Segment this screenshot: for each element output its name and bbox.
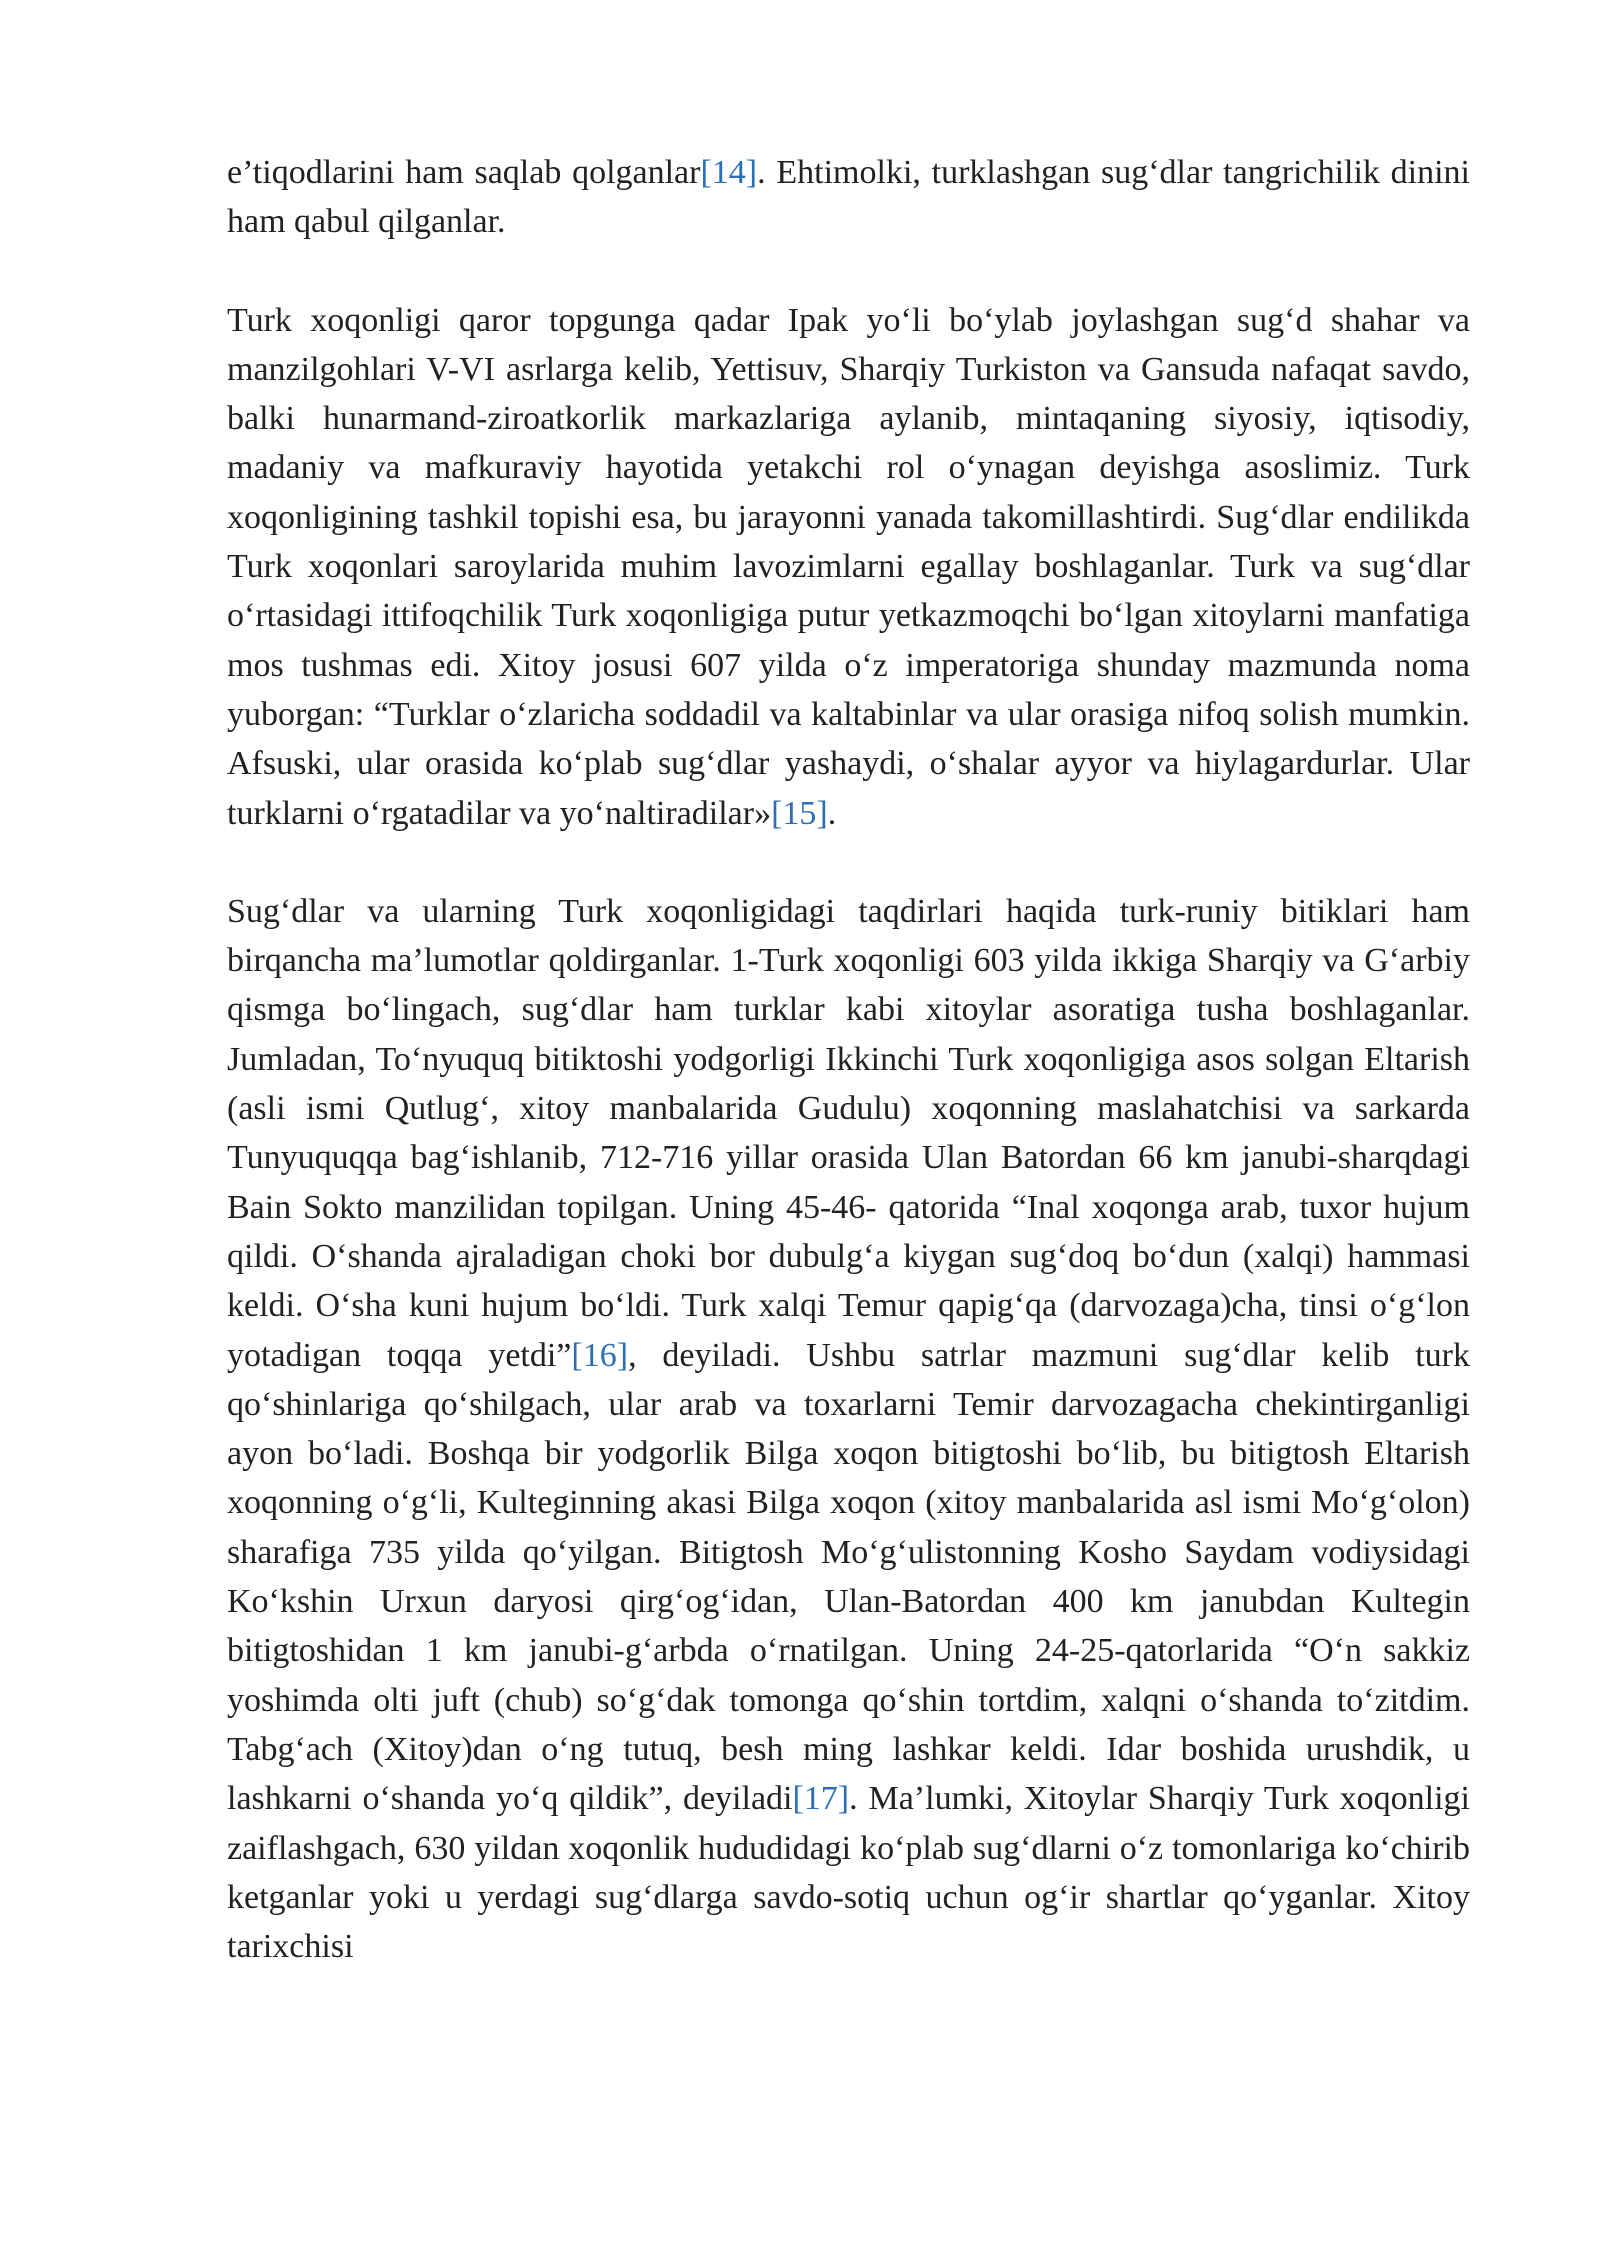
paragraph-text: Turk xoqonligi qaror topgunga qadar Ipak yo‘li bo‘ylab joylashgan sug‘d shahar va manzilgohlari V-VI asrlarga kelib, Yettisuv, Sharqiy Turkiston va Gansuda nafaqat savdo, balki hunarmand-ziroatkorlik markazlariga aylanib, mintaqaning siyosiy, iqtisodiy, madaniy va mafkuraviy hayotida yetakchi rol o‘ynagan deyishga asoslimiz. Turk xoqonligining tashkil topishi esa, bu jarayonni yanada takomillashtirdi. Sug‘dlar endilikda Turk xoqonlari saroylarida muhim lavozimlarni egallay boshlaganlar. Turk va sug‘dlar o‘rtasidagi ittifoqchilik Turk xoqonligiga putur yetkazmoqchi bo‘lgan xitoylarni manfatiga mos tushmas edi. Xitoy josusi 607 yilda o‘z imperatoriga shunday mazmunda noma yuborgan: “Turklar o‘zlaricha soddadil va kaltabinlar va ular orasiga nifoq solish mumkin. Afsuski, ular orasida ko‘plab sug‘dlar yashaydi, o‘shalar ayyor va hiylagardurlar. Ular turklarni o‘rgatadilar va yo‘naltiradilar» — [227, 301, 1470, 832]
paragraph — [227, 887, 1470, 1972]
body-text — [227, 148, 1470, 2020]
paragraph-text: . Ehtimolki, turklashgan sug‘dlar tangrichilik dinini ham qabul qilganlar. — [227, 154, 1470, 241]
paragraph-text: , deyiladi. Ushbu satrlar mazmuni sug‘dlar kelib turk qo‘shinlariga qo‘shilgach, ular arab va toxarlarni Temir darvozagacha chekintirganligi ayon bo‘ladi. Boshqa bir yodgorlik Bilga xoqon bitigtoshi bo‘lib, bu bitigtosh Eltarish xoqonning o‘g‘li, Kulteginning akasi Bilga xoqon (xitoy manbalarida asl ismi Mo‘g‘olon) sharafiga 735 yilda qo‘yilgan. Bitigtosh Mo‘g‘ulistonning Kosho Saydam vodiysidagi Ko‘kshin Urxun daryosi qirg‘og‘idan, Ulan-Batordan 400 km janubdan Kultegin bitigtoshidan 1 km janubi-g‘arbda o‘rnatilgan. Uning 24-25-qatorlarida “O‘n sakkiz yoshimda olti juft (chub) so‘g‘dak tomonga qo‘shin tortdim, xalqni o‘shanda to‘zitdim. Tabg‘ach (Xitoy)dan o‘ng tutuq, besh ming lashkar keldi. Idar boshida urushdik, u lashkarni o‘shanda yo‘q qildik”, deyiladi — [227, 1336, 1470, 1818]
paragraph-text: . Ma’lumki, Xitoylar Sharqiy Turk xoqonligi zaiflashgach, 630 yildan xoqonlik hududidagi ko‘plab sug‘dlarni o‘z tomonlariga ko‘chirib ketganlar yoki u yerdagi sug‘dlarga savdo-sotiq uchun og‘ir shartlar qo‘yganlar. Xitoy tarixchisi — [227, 1780, 1470, 1966]
paragraph-text: Sug‘dlar va ularning Turk xoqonligidagi taqdirlari haqida turk-runiy bitiklari ham birqancha ma’lumotlar qoldirganlar. 1-Turk xoqonligi 603 yilda ikkiga Sharqiy va G‘arbiy qismga bo‘lingach, sug‘dlar ham turklar kabi xitoylar asoratiga tusha boshlaganlar. Jumladan, To‘nyuquq bitiktoshi yodgorligi Ikkinchi Turk xoqonligiga asos solgan Eltarish (asli ismi Qutlug‘, xitoy manbalarida Gudulu) xoqonning maslahatchisi va sarkarda Tunyuquqqa bag‘ishlanib, 712-716 yillar orasida Ulan Batordan 66 km janubi-sharqdagi Bain Sokto manzilidan topilgan. Uning 45-46- qatorida “Inal xoqonga arab, tuxor hujum qildi. O‘shanda ajraladigan choki bor dubulg‘a kiygan sug‘doq bo‘dun (xalqi) hammasi keldi. O‘sha kuni hujum bo‘ldi. Turk xalqi Temur qapig‘qa (darvozaga)cha, tinsi o‘g‘lon yotadigan toqqa yetdi” — [227, 892, 1470, 1374]
paragraph-text: e’tiqodlarini ham saqlab qolganlar — [227, 154, 701, 191]
paragraph — [227, 296, 1470, 838]
paragraph-text: . — [827, 794, 837, 832]
footnote-ref-link[interactable]: [15] — [771, 794, 828, 832]
footnote-ref-link[interactable]: [17] — [792, 1780, 850, 1818]
footnote-ref-link[interactable]: [14] — [700, 154, 758, 191]
paragraph — [227, 148, 1470, 247]
footnote-ref-link[interactable]: [16] — [571, 1336, 629, 1374]
